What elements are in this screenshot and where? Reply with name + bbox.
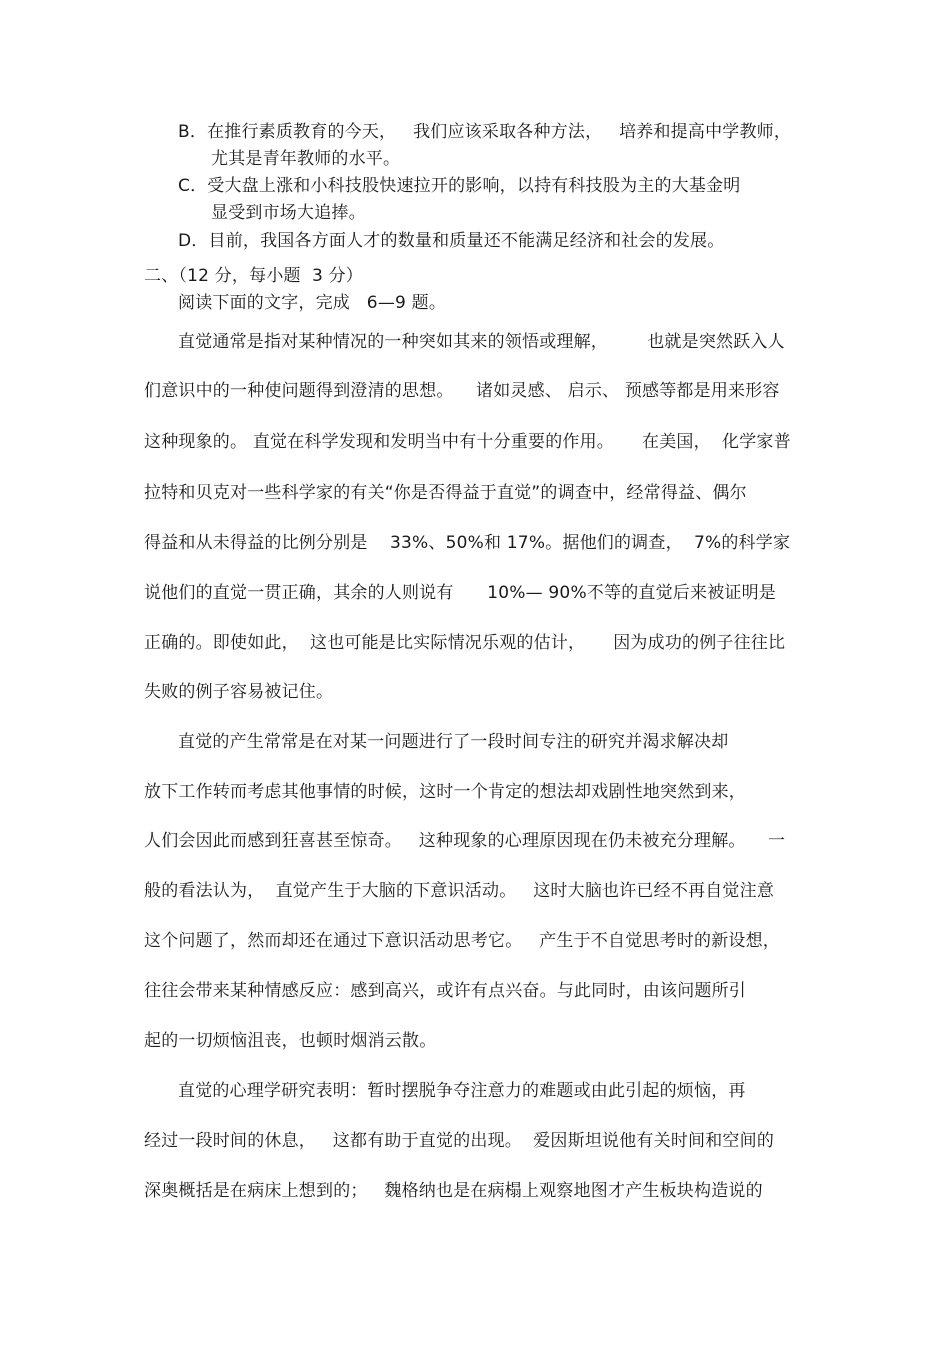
option-d-line-1: D．目前，我国各方面人才的数量和质量还不能满足经济和社会的发展。 — [178, 231, 725, 251]
passage-p3-line-1: 直觉的心理学研究表明：暂时摆脱争夺注意力的难题或由此引起的烦恼，再 — [178, 1081, 746, 1101]
passage-p1-line-6: 说他们的直觉一贯正确，其余的人则说有 10%— 90%不等的直觉后来被证明是 — [144, 583, 776, 603]
passage-p2-line-3: 人们会因此而感到狂喜甚至惊奇。 这种现象的心理原因现在仍未被充分理解。 一 — [144, 831, 786, 851]
passage-p1-line-8: 失败的例子容易被记住。 — [144, 682, 334, 702]
option-b-line-1: B．在推行素质教育的今天， 我们应该采取各种方法， 培养和提高中学教师， — [178, 122, 792, 142]
passage-p3-line-2: 经过一段时间的休息， 这都有助于直觉的出现。 爱因斯坦说他有关时间和空间的 — [144, 1131, 775, 1151]
option-b-line-2: 尤其是青年教师的水平。 — [211, 149, 401, 169]
passage-p1-line-1: 直觉通常是指对某种情况的一种突如其来的领悟或理解， 也就是突然跃入人 — [178, 332, 785, 352]
section-instruction: 阅读下面的文字，完成 6—9 题。 — [178, 293, 447, 313]
passage-p2-line-5: 这个问题了，然而却还在通过下意识活动思考它。 产生于不自觉思考时的新设想， — [144, 931, 781, 951]
option-c-line-2: 显受到市场大追捧。 — [211, 203, 366, 223]
passage-p2-line-2: 放下工作转而考虑其他事情的时候，这时一个肯定的想法却戏剧性地突然到来， — [144, 782, 746, 802]
passage-p2-line-1: 直觉的产生常常是在对某一问题进行了一段时间专注的研究并渴求解决却 — [178, 732, 729, 752]
passage-p1-line-5: 得益和从未得益的比例分别是 33%、50%和 17%。据他们的调查， 7%的科学家 — [144, 533, 791, 553]
section-header: 二、（12 分，每小题 3 分） — [144, 266, 363, 286]
passage-p1-line-2: 们意识中的一种使问题得到澄清的思想。 诸如灵感、 启示、 预感等都是用来形容 — [144, 381, 780, 401]
passage-p2-line-6: 往往会带来某种情感反应：感到高兴，或许有点兴奋。与此同时，由该问题所引 — [144, 981, 746, 1001]
passage-p2-line-7: 起的一切烦恼沮丧，也顿时烟消云散。 — [144, 1031, 437, 1051]
passage-p3-line-3: 深奥概括是在病床上想到的； 魏格纳也是在病榻上观察地图才产生板块构造说的 — [144, 1181, 763, 1201]
passage-p1-line-7: 正确的。即使如此， 这也可能是比实际情况乐观的估计， 因为成功的例子往往比 — [144, 633, 786, 653]
option-c-line-1: C．受大盘上涨和小科技股快速拉开的影响，以持有科技股为主的大基金明 — [178, 176, 741, 196]
passage-p1-line-4: 拉特和贝克对一些科学家的有关“你是否得益于直觉”的调查中，经常得益、偶尔 — [144, 483, 747, 503]
passage-p2-line-4: 般的看法认为， 直觉产生于大脑的下意识活动。 这时大脑也许已经不再自觉注意 — [144, 881, 775, 901]
passage-p1-line-3: 这种现象的。 直觉在科学发现和发明当中有十分重要的作用。 在美国， 化学家普 — [144, 432, 791, 452]
